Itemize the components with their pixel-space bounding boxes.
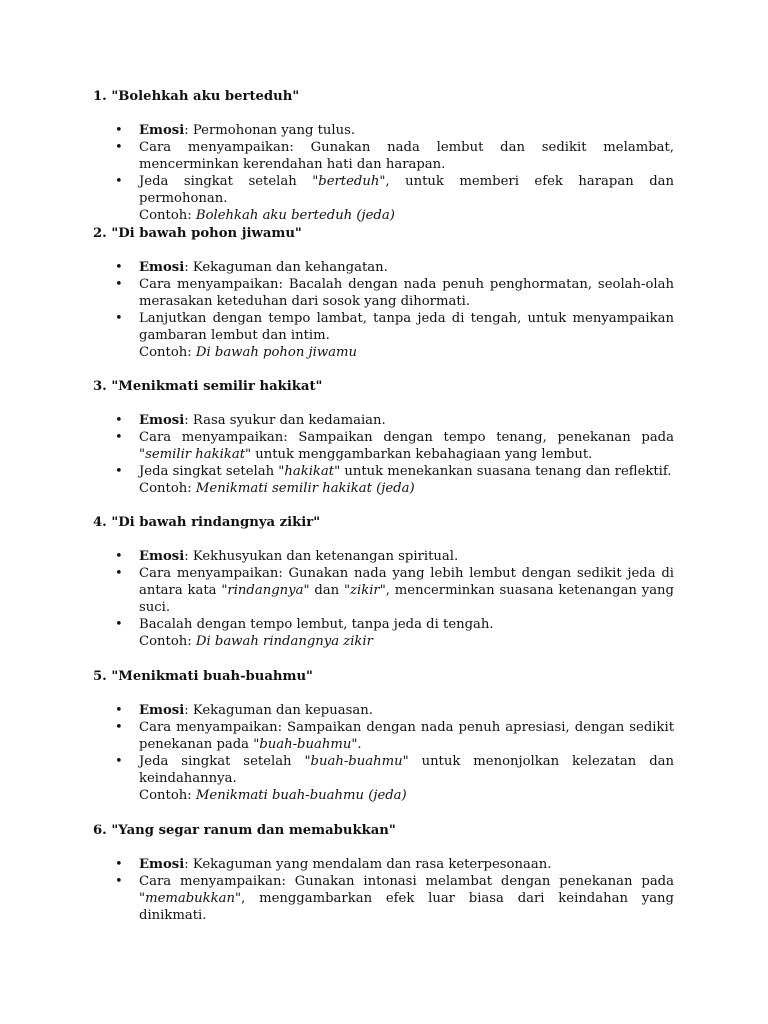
italic-text: "semilir hakikat" bbox=[139, 447, 252, 462]
bullet-list bbox=[0, 412, 768, 497]
bullet-label: Emosi bbox=[139, 857, 185, 872]
bullet-list bbox=[0, 548, 768, 650]
bullet-text: : Kekaguman dan kehangatan. bbox=[184, 260, 388, 275]
bullet-item bbox=[0, 122, 674, 139]
bullet-label: Emosi bbox=[139, 260, 185, 275]
bullet-text: Cara menyampaikan: Sampaikan dengan tempo tenang, penekanan pada bbox=[139, 430, 674, 445]
bullet-dot-icon: • bbox=[115, 617, 123, 632]
example-line bbox=[139, 480, 674, 497]
bullet-dot-icon: • bbox=[115, 311, 123, 326]
bullet-item bbox=[0, 276, 674, 310]
example-line bbox=[139, 344, 674, 361]
bullet-item bbox=[0, 259, 674, 276]
bullet-text: , untuk memberi efek harapan dan permohonan. bbox=[139, 174, 674, 206]
bullet-text: , mencerminkan suasana ketenangan yang suci. bbox=[139, 583, 674, 615]
bullet-dot-icon: • bbox=[115, 260, 123, 275]
bullet-text: untuk menekankan suasana tenang dan reflektif. bbox=[340, 464, 672, 479]
bullet-text: untuk menggambarkan kebahagiaan yang lembut. bbox=[251, 447, 593, 462]
bullet-item bbox=[0, 702, 674, 719]
bullet-dot-icon: • bbox=[115, 703, 123, 718]
bullet-text: Cara menyampaikan: Sampaikan dengan nada penuh apresiasi, dengan sedikit penekanan pada bbox=[139, 720, 674, 752]
bullet-text: : Rasa syukur dan kedamaian. bbox=[184, 413, 386, 428]
bullet-text: : Kekhusyukan dan ketenangan spiritual. bbox=[184, 549, 459, 564]
bullet-dot-icon: • bbox=[115, 874, 123, 889]
bullet-label: Emosi bbox=[139, 549, 185, 564]
italic-text: "berteduh" bbox=[312, 174, 386, 189]
bullet-text: untuk menonjolkan kelezatan dan keindahannya. bbox=[139, 754, 675, 786]
bullet-item bbox=[0, 412, 674, 429]
section-heading: 4. "Di bawah rindangnya zikir" bbox=[93, 515, 321, 530]
bullet-dot-icon: • bbox=[115, 277, 123, 292]
bullet-text: Jeda singkat setelah bbox=[139, 754, 305, 769]
bullet-dot-icon: • bbox=[115, 174, 123, 189]
italic-text: "hakikat" bbox=[278, 464, 341, 479]
section-heading: 2. "Di bawah pohon jiwamu" bbox=[93, 226, 302, 241]
bullet-item bbox=[0, 139, 674, 173]
bullet-list bbox=[0, 702, 768, 804]
italic-text: Di bawah pohon jiwamu bbox=[195, 345, 357, 360]
bullet-text: : Permohonan yang tulus. bbox=[184, 123, 356, 138]
bullet-item bbox=[0, 173, 674, 224]
example-line bbox=[139, 633, 674, 650]
bullet-text: Cara menyampaikan: Bacalah dengan nada penuh penghormatan, seolah-olah merasakan keteduhan dari sosok yang dihormati. bbox=[139, 277, 674, 309]
bullet-text: : Kekaguman yang mendalam dan rasa keterpesonaan. bbox=[184, 857, 552, 872]
italic-text: Bolehkah aku berteduh (jeda) bbox=[195, 208, 395, 223]
bullet-dot-icon: • bbox=[115, 857, 123, 872]
bullet-item bbox=[0, 548, 674, 565]
section-heading: 1. "Bolehkah aku berteduh" bbox=[93, 89, 300, 104]
bullet-item bbox=[0, 463, 674, 497]
section-heading: 6. "Yang segar ranum dan memabukkan" bbox=[93, 823, 396, 838]
bullet-dot-icon: • bbox=[115, 566, 123, 581]
bullet-list bbox=[0, 856, 768, 924]
bullet-text: Contoh: bbox=[139, 634, 196, 649]
bullet-dot-icon: • bbox=[115, 430, 123, 445]
bullet-item bbox=[0, 873, 674, 924]
section-heading: 3. "Menikmati semilir hakikat" bbox=[93, 379, 323, 394]
italic-text: "memabukkan" bbox=[139, 891, 242, 906]
italic-text: Di bawah rindangnya zikir bbox=[195, 634, 373, 649]
bullet-text: Jeda singkat setelah bbox=[139, 174, 313, 189]
italic-text: "buah-buahmu" bbox=[304, 754, 409, 769]
bullet-label: Emosi bbox=[139, 123, 185, 138]
bullet-label: Emosi bbox=[139, 703, 185, 718]
bullet-dot-icon: • bbox=[115, 413, 123, 428]
example-line bbox=[139, 207, 674, 224]
bullet-text: dan bbox=[309, 583, 344, 598]
bullet-text: : Kekaguman dan kepuasan. bbox=[184, 703, 373, 718]
italic-text: Menikmati buah-buahmu (jeda) bbox=[195, 788, 407, 803]
bullet-item bbox=[0, 753, 674, 804]
bullet-text: Jeda singkat setelah bbox=[139, 464, 279, 479]
bullet-text: Contoh: bbox=[139, 788, 196, 803]
bullet-item bbox=[0, 616, 674, 650]
bullet-text: Cara menyampaikan: Gunakan nada lembut dan sedikit melambat, mencerminkan kerendahan hati dan harapan. bbox=[139, 140, 674, 172]
bullet-list bbox=[0, 122, 768, 224]
example-line bbox=[139, 787, 674, 804]
bullet-text: Contoh: bbox=[139, 208, 196, 223]
bullet-item bbox=[0, 310, 674, 361]
italic-text: Menikmati semilir hakikat (jeda) bbox=[195, 481, 415, 496]
bullet-list bbox=[0, 259, 768, 361]
bullet-text: , menggambarkan efek luar biasa dari keindahan yang dinikmati. bbox=[139, 891, 674, 923]
bullet-text: Contoh: bbox=[139, 345, 196, 360]
bullet-dot-icon: • bbox=[115, 754, 123, 769]
bullet-item bbox=[0, 719, 674, 753]
bullet-text: Contoh: bbox=[139, 481, 196, 496]
italic-text: "buah-buahmu" bbox=[253, 737, 358, 752]
bullet-item bbox=[0, 856, 674, 873]
bullet-item bbox=[0, 429, 674, 463]
bullet-dot-icon: • bbox=[115, 140, 123, 155]
bullet-dot-icon: • bbox=[115, 549, 123, 564]
italic-text: "rindangnya" bbox=[221, 583, 310, 598]
bullet-dot-icon: • bbox=[115, 123, 123, 138]
bullet-text: . bbox=[357, 737, 362, 752]
section-heading: 5. "Menikmati buah-buahmu" bbox=[93, 669, 313, 684]
bullet-text: Lanjutkan dengan tempo lambat, tanpa jeda di tengah, untuk menyampaikan gambaran lembut dan intim. bbox=[139, 311, 674, 343]
italic-text: "zikir" bbox=[343, 583, 386, 598]
bullet-dot-icon: • bbox=[115, 464, 123, 479]
bullet-dot-icon: • bbox=[115, 720, 123, 735]
bullet-label: Emosi bbox=[139, 413, 185, 428]
bullet-text: Cara menyampaikan: Gunakan intonasi melambat dengan penekanan pada bbox=[139, 874, 674, 889]
bullet-text: Bacalah dengan tempo lembut, tanpa jeda di tengah. bbox=[139, 617, 494, 632]
bullet-text: Cara menyampaikan: Gunakan nada yang lebih lembut dengan sedikit jeda di antara kata bbox=[139, 566, 674, 598]
bullet-item bbox=[0, 565, 674, 616]
